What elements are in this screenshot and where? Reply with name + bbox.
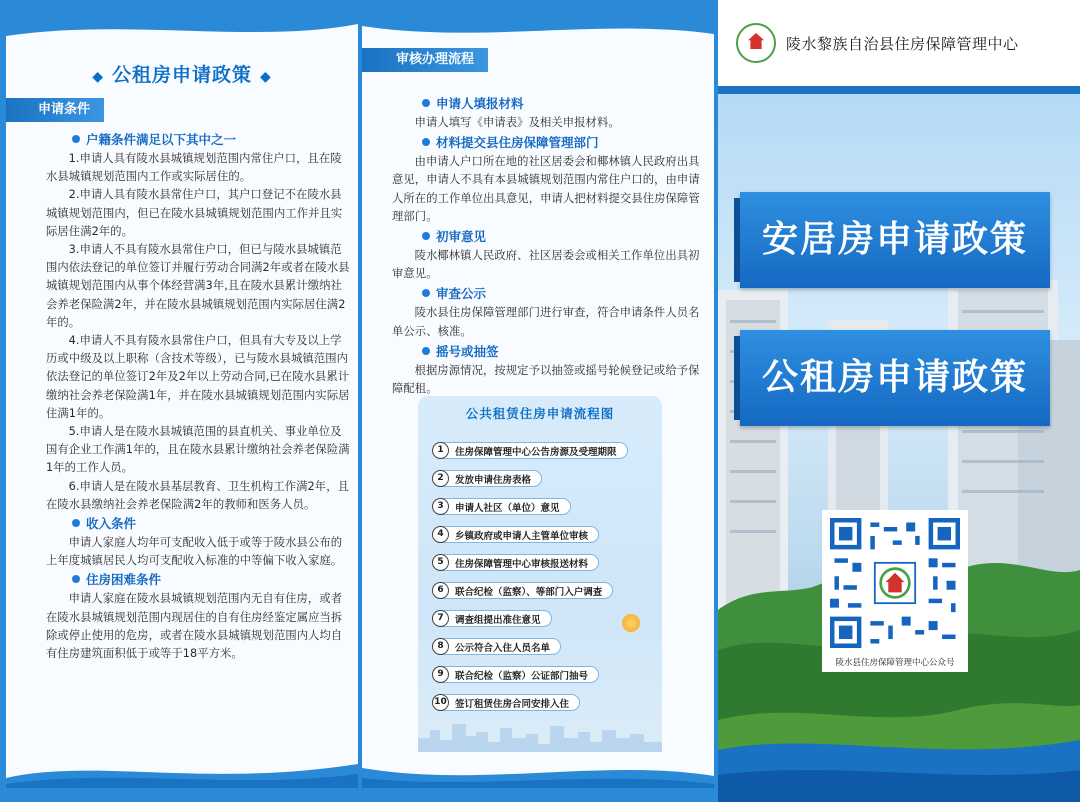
bullet-heading: 户籍条件满足以下其中之一 [72, 130, 350, 148]
left-content [46, 130, 350, 663]
bottom-wave-decoration [6, 728, 358, 788]
bullet-heading: 摇号或抽签 [422, 342, 702, 360]
header-divider [718, 86, 1080, 94]
body-paragraph: 1.申请人具有陵水县城镇规划范围内常住户口，且在陵水县城镇规划范围内工作或实际居住的。 [46, 152, 342, 184]
qr-code-icon [830, 518, 960, 648]
body-paragraph: 4.申请人不具有陵水县常住户口，但具有大专及以上学历或中级及以上职称（含技术等级），已与陵水县城镇范围内依法登记的单位签订2年及2年以上劳动合同,已在陵水县累计缴纳社会养老保险满1年，并在陵水县城镇规划范围内实际居住满1年的。 [46, 334, 350, 420]
bullet-heading: 住房困难条件 [72, 570, 350, 588]
bullet-heading: 收入条件 [72, 514, 350, 532]
qr-code-card [822, 510, 968, 672]
flow-step-text: 住房保障管理中心审核报送材料 [455, 558, 589, 570]
bullet-dot-icon [72, 575, 80, 583]
body-paragraph: 2.申请人具有陵水县常住户口，其户口登记不在陵水县城镇规划范围内，但已在陵水县城镇规划范围内工作并且实际居住满2年的。 [46, 188, 343, 238]
body-paragraph: 申请人填写《申请表》及相关申报材料。 [414, 116, 620, 129]
body-paragraph: 申请人家庭人均年可支配收入低于或等于陵水县公布的上年度城镇居民人均可支配收入标准的中等偏下收入家庭。 [46, 536, 343, 568]
housing-logo-icon [736, 23, 776, 63]
body-paragraph: 3.申请人不具有陵水县常住户口，但已与陵水县城镇范围内依法登记的单位签订并履行劳动合同满2年或者在陵水县城镇规划范围内从事个体经营满3年,且在陵水县累计缴纳社会养老保险满2年，并在陵水县城镇规划范围内实际居住满2年的。 [46, 243, 350, 329]
flow-step [432, 582, 628, 599]
section-label-conditions: 申请条件 [6, 98, 104, 122]
body-paragraph: 陵水椰林镇人民政府、社区居委会或相关工作单位出具初审意见。 [392, 249, 700, 281]
banner-gongzu-policy: 公租房申请政策 [740, 330, 1050, 426]
flowchart-title: 公共租赁住房申请流程图 [465, 406, 615, 421]
bullet-dot-icon [422, 99, 430, 107]
bullet-dot-icon [72, 519, 80, 527]
flow-step-number: 3 [432, 498, 449, 515]
top-wave-decoration [362, 14, 714, 48]
bullet-heading: 初审意见 [422, 227, 702, 245]
flow-step-number: 1 [432, 442, 449, 459]
bullet-dot-icon [72, 135, 80, 143]
flow-step-text: 调查组提出准住意见 [455, 614, 541, 626]
flow-step-pill [432, 526, 599, 543]
flow-step-number: 5 [432, 554, 449, 571]
flow-step-pill [432, 470, 542, 487]
flow-step [432, 666, 628, 683]
diamond-icon: ◆ [260, 69, 272, 85]
cover-panel [718, 0, 1080, 802]
left-panel [6, 14, 358, 788]
top-wave-decoration [6, 14, 358, 48]
flow-step [432, 638, 628, 655]
diamond-icon: ◆ [92, 69, 104, 85]
bullet-dot-icon [422, 347, 430, 355]
bullet-dot-icon [422, 289, 430, 297]
middle-content [392, 93, 702, 399]
org-header [718, 0, 1080, 86]
body-paragraph: 6.申请人是在陵水县基层教育、卫生机构工作满2年，且在陵水县缴纳社会养老保险满2年的教师和医务人员。 [46, 479, 349, 511]
bullet-dot-icon [422, 232, 430, 240]
bullet-heading: 审查公示 [422, 284, 702, 302]
banner-anju-policy: 安居房申请政策 [740, 192, 1050, 288]
flow-step-number: 4 [432, 526, 449, 543]
flow-step-text: 联合纪检（监察）、等部门入户调查 [455, 586, 603, 598]
flow-step [432, 694, 628, 711]
flow-step-text: 乡镇政府或申请人主管单位审核 [455, 530, 589, 542]
bullet-dot-icon [422, 138, 430, 146]
qr-caption: 陵水县住房保障管理中心公众号 [835, 658, 955, 668]
flow-step-text: 签订租赁住房合同安排入住 [455, 698, 570, 710]
flow-step-pill [432, 442, 628, 459]
flow-step-pill [432, 638, 561, 655]
middle-panel [362, 14, 714, 788]
flow-step-pill [432, 498, 571, 515]
flow-step-text: 申请人社区（单位）意见 [455, 502, 560, 514]
org-name: 陵水黎族自治县住房保障管理中心 [786, 34, 1019, 53]
left-title: ◆ 公租房申请政策 ◆ [92, 64, 272, 86]
flow-step [432, 498, 628, 515]
flow-step-number: 7 [432, 610, 449, 627]
flow-step [432, 526, 628, 543]
flow-step-pill [432, 554, 599, 571]
flow-step-number: 9 [432, 666, 449, 683]
body-paragraph: 陵水县住房保障管理部门进行审查，符合申请条件人员名单公示、核准。 [392, 306, 700, 338]
flow-step [432, 610, 628, 627]
body-paragraph: 申请人家庭在陵水县城镇规划范围内无自有住房，或者在陵水县城镇规划范围内现居住的自有住房经鉴定属应当拆除或停止使用的危房，或者在陵水县城镇规划范围内人均自有住房建筑面积低于或等于18平方米。 [46, 592, 343, 661]
body-paragraph: 5.申请人是在陵水县城镇范围的县直机关、事业单位及国有企业工作满1年的，且在陵水县累计缴纳社会养老保险满1年的工作人员。 [46, 425, 350, 475]
flow-step-text: 发放申请住房表格 [455, 474, 532, 486]
flow-step-pill [432, 582, 613, 599]
sun-icon [622, 614, 640, 632]
flow-step [432, 554, 628, 571]
flow-step [432, 442, 628, 459]
flow-step-pill [432, 694, 580, 711]
section-label-process: 审核办理流程 [362, 48, 488, 72]
flowchart [418, 396, 662, 752]
flow-step-number: 6 [432, 582, 449, 599]
flow-step-text: 住房保障管理中心公告房源及受理期限 [455, 446, 617, 458]
bullet-heading: 材料提交县住房保障管理部门 [422, 133, 702, 151]
flow-step-pill [432, 666, 599, 683]
bullet-heading: 申请人填报材料 [422, 94, 702, 112]
body-paragraph: 由申请人户口所在地的社区居委会和椰林镇人民政府出具意见，申请人不具有本县城镇规划范围内常住户口的，由申请人所在的工作单位出具意见，申请人把材料提交县住房保障管理部门。 [392, 155, 700, 223]
bottom-wave-decoration [362, 728, 714, 788]
flow-step-text: 联合纪检（监察）公证部门抽号 [455, 670, 589, 682]
flow-step-number: 10 [432, 694, 449, 711]
flow-step-pill [432, 610, 552, 627]
flow-step-number: 2 [432, 470, 449, 487]
flowchart-steps [432, 442, 628, 722]
body-paragraph: 根据房源情况，按规定予以抽签或摇号轮候登记或给予保障配租。 [392, 363, 700, 396]
flow-step-number: 8 [432, 638, 449, 655]
flow-step-text: 公示符合入住人员名单 [455, 642, 551, 654]
flow-step [432, 470, 628, 487]
